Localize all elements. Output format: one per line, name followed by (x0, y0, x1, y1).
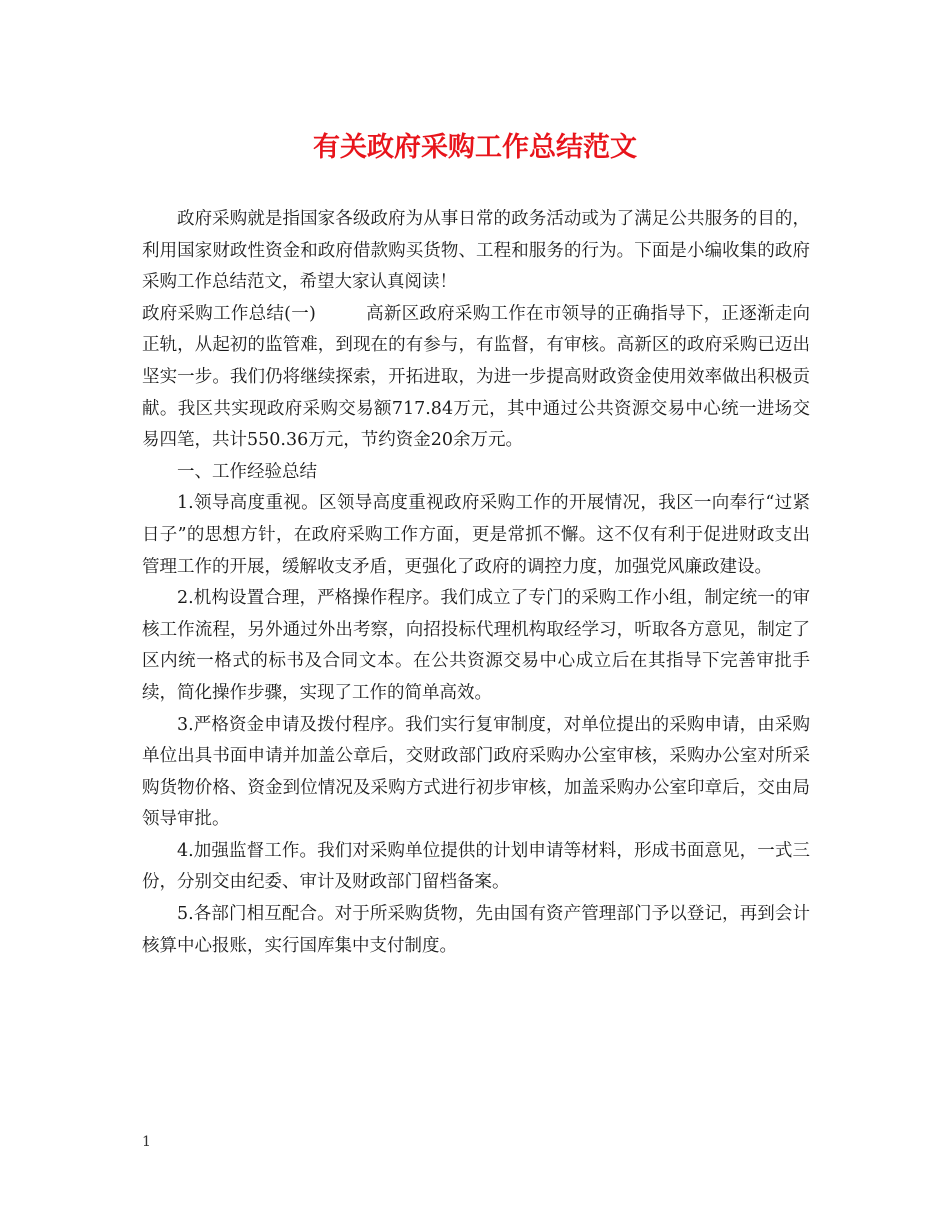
intro-paragraph: 政府采购就是指国家各级政府为从事日常的政务活动或为了满足公共服务的目的，利用国家财政性资金和政府借款购买货物、工程和服务的行为。下面是小编收集的政府采购工作总结范文，希望大家认真阅读！ (142, 209, 810, 293)
list-item-3: 3.严格资金申请及拨付程序。我们实行复审制度，对单位提出的采购申请，由采购单位出具书面申请并加盖公章后，交财政部门政府采购办公室审核，采购办公室对所采购货物价格、资金到位情况及采购方式进行初步审核，加盖采购办公室印章后，交由局领导审批。 (142, 714, 810, 830)
list-item-5: 5.各部门相互配合。对于所采购货物，先由国有资产管理部门予以登记，再到会计核算中心报账，实行国库集中支付制度。 (142, 904, 810, 956)
document-body (142, 204, 810, 962)
list-item-4: 4.加强监督工作。我们对采购单位提供的计划申请等材料，形成书面意见，一式三份，分别交由纪委、审计及财政部门留档备案。 (142, 840, 810, 893)
document-title: 有关政府采购工作总结范文 (313, 132, 637, 163)
subheading: 一、工作经验总结 (177, 461, 317, 482)
section-lead: 高新区政府采购工作在市领导的正确指导下，正逐渐走向正轨，从起初的监管难，到现在的有参与，有监督，有审核。高新区的政府采购已迈出坚实一步。我们仍将继续探索，开拓进取，为进一步提高财政资金使用效率做出积极贡献。我区共实现政府采购交易额717.84万元，其中通过公共资源交易中心统一进场交易四笔，共计550.36万元，节约资金20余万元。 (142, 303, 811, 451)
page-number: 1 (142, 1134, 151, 1150)
section-paragraph (142, 299, 810, 457)
section-heading: 政府采购工作总结(一) (142, 303, 316, 324)
list-item-2: 2.机构设置合理，严格操作程序。我们成立了专门的采购工作小组，制定统一的审核工作流程，另外通过外出考察，向招投标代理机构取经学习，听取各方意见，制定了区内统一格式的标书及合同文本。在公共资源交易中心成立后在其指导下完善审批手续，简化操作步骤，实现了工作的简单高效。 (142, 588, 810, 703)
list-item-1: 1.领导高度重视。区领导高度重视政府采购工作的开展情况，我区一向奉行“过紧日子”的思想方针，在政府采购工作方面，更是常抓不懈。这不仅有利于促进财政支出管理工作的开展，缓解收支矛盾，更强化了政府的调控力度，加强党风廉政建设。 (142, 493, 810, 577)
